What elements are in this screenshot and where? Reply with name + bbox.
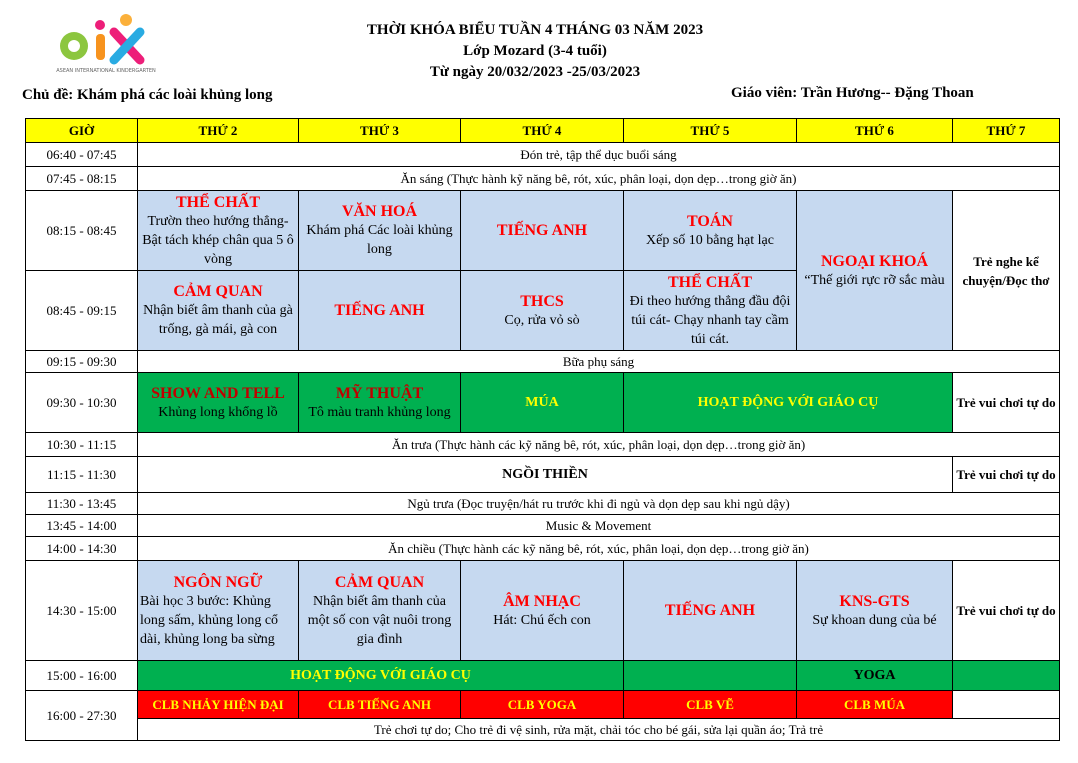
club-cell: CLB NHẢY HIỆN ĐẠI [138,691,299,719]
activity-cell: Ăn sáng (Thực hành kỹ năng bê, rót, xúc, phân loại, dọn dẹp…trong giờ ăn) [138,167,1060,191]
activity-cell: Đón trẻ, tập thể dục buổi sáng [138,143,1060,167]
lesson-cell [138,271,299,351]
lesson-title: NGÔN NGỮ [173,573,263,591]
lesson-title: KNS-GTS [839,592,910,610]
table-row [26,561,1060,661]
lesson-cell [299,561,461,661]
activity-detail: Khủng long khổng lồ [158,404,278,420]
time-cell: 15:00 - 16:00 [26,661,138,691]
activity-cell [953,661,1060,691]
logo-tagline: ASEAN INTERNATIONAL KINDERGARTEN [56,68,156,74]
lesson-cell [138,191,299,271]
club-cell: CLB YOGA [461,691,624,719]
col-header-monday: THỨ 2 [138,119,299,143]
time-cell: 14:00 - 14:30 [26,537,138,561]
table-row [26,719,1060,741]
lesson-detail: Xếp số 10 bằng hạt lạc [646,232,774,248]
school-logo [56,10,156,80]
time-cell: 10:30 - 11:15 [26,433,138,457]
activity-cell: Trẻ chơi tự do; Cho trẻ đi vệ sinh, rửa mặt, chải tóc cho bé gái, sửa lại quần áo; Trả trẻ [138,719,1060,741]
activity-detail: Tô màu tranh khủng long [308,404,451,420]
col-header-friday: THỨ 6 [797,119,953,143]
timetable-title: THỜI KHÓA BIỂU TUẦN 4 THÁNG 03 NĂM 2023 [366,22,704,38]
teacher-label: Giáo viên: Trần Hương-- Đặng Thoan [731,85,974,101]
saturday-cell: Trẻ nghe kể chuyện/Đọc thơ [953,191,1060,351]
lesson-title: TIẾNG ANH [496,222,588,239]
activity-cell: Ăn trưa (Thực hành các kỹ năng bê, rót, xúc, phân loại, dọn dẹp…trong giờ ăn) [138,433,1060,457]
time-cell: 08:45 - 09:15 [26,271,138,351]
table-row [26,515,1060,537]
table-row [26,351,1060,373]
lesson-title: NGOẠI KHOÁ [820,252,929,270]
activity-cell: HOẠT ĐỘNG VỚI GIÁO CỤ [138,661,624,691]
date-range: Từ ngày 20/032/2023 -25/03/2023 [429,64,641,80]
lesson-cell [461,561,624,661]
activity-cell [138,373,299,433]
lesson-detail: Cọ, rửa vỏ sò [504,312,580,328]
lesson-title: THỂ CHẤT [667,273,752,291]
class-name: Lớp Mozard (3-4 tuổi) [463,43,607,59]
table-row [26,537,1060,561]
club-cell: CLB TIẾNG ANH [299,691,461,719]
table-row [26,191,1060,271]
timetable [25,118,1060,741]
table-row [26,661,1060,691]
activity-cell: YOGA [797,661,953,691]
time-cell: 09:15 - 09:30 [26,351,138,373]
lesson-cell [461,191,624,271]
lesson-cell [299,191,461,271]
lesson-detail: Khám phá Các loài khủng long [306,223,453,257]
lesson-title: TIẾNG ANH [334,302,425,319]
time-cell: 11:15 - 11:30 [26,457,138,493]
lesson-detail: Nhận biết âm thanh của một số con vật nuôi trong gia đình [307,593,452,647]
time-cell: 08:15 - 08:45 [26,191,138,271]
activity-cell: NGỒI THIỀN [138,457,953,493]
club-cell [953,691,1060,719]
topic-label: Chủ đề: Khám phá các loài khủng long [22,87,273,103]
saturday-cell: Trẻ vui chơi tự do [953,561,1060,661]
col-header-time: GIỜ [26,119,138,143]
lesson-title: CẢM QUAN [173,283,263,300]
time-cell: 13:45 - 14:00 [26,515,138,537]
lesson-cell [797,561,953,661]
activity-cell [299,373,461,433]
activity-cell: MÚA [461,373,624,433]
lesson-title: VĂN HOÁ [341,203,418,220]
club-cell: CLB MÚA [797,691,953,719]
col-header-thursday: THỨ 5 [624,119,797,143]
table-row [26,691,1060,719]
time-cell: 11:30 - 13:45 [26,493,138,515]
lesson-detail: Hát: Chú ếch con [493,612,591,628]
lesson-title: THCS [520,292,564,310]
lesson-title: TIẾNG ANH [664,602,756,619]
col-header-wednesday: THỨ 4 [461,119,624,143]
activity-title: SHOW AND TELL [151,384,285,402]
activity-cell: Ngủ trưa (Đọc truyện/hát ru trước khi đi ngủ và dọn dẹp sau khi ngủ dậy) [138,493,1060,515]
lesson-cell [138,561,299,661]
saturday-cell: Trẻ vui chơi tự do [953,457,1060,493]
lesson-cell [624,191,797,271]
activity-cell: HOẠT ĐỘNG VỚI GIÁO CỤ [624,373,953,433]
lesson-detail: Sự khoan dung của bé [812,612,937,628]
col-header-tuesday: THỨ 3 [299,119,461,143]
lesson-cell [461,271,624,351]
table-row [26,493,1060,515]
header-row [26,119,1060,143]
lesson-title: THỂ CHẤT [175,193,260,211]
lesson-title: TOÁN [687,212,733,230]
lesson-detail: Nhận biết âm thanh của gà trống, gà mái, gà con [143,303,293,337]
activity-cell [624,661,797,691]
time-cell: 07:45 - 08:15 [26,167,138,191]
lesson-detail: “Thế giới rực rỡ sắc màu [804,272,945,288]
col-header-saturday: THỨ 7 [953,119,1060,143]
saturday-cell: Trẻ vui chơi tự do [953,373,1060,433]
club-cell: CLB VẼ [624,691,797,719]
time-cell: 14:30 - 15:00 [26,561,138,661]
table-row [26,143,1060,167]
lesson-cell [797,191,953,351]
lesson-title: ÂM NHẠC [503,592,581,610]
activity-cell: Ăn chiều (Thực hành các kỹ năng bê, rót, xúc, phân loại, dọn dẹp…trong giờ ăn) [138,537,1060,561]
activity-cell: Music & Movement [138,515,1060,537]
time-cell: 06:40 - 07:45 [26,143,138,167]
lesson-cell [624,561,797,661]
lesson-cell [299,271,461,351]
table-row [26,167,1060,191]
lesson-detail: Đi theo hướng thẳng đầu đội túi cát- Chạy nhanh tay cầm túi cát. [629,293,791,347]
table-row [26,373,1060,433]
lesson-detail: Bài học 3 bước: Khủng long sấm, khủng long cổ dài, khủng long ba sừng [140,593,279,647]
table-row [26,433,1060,457]
lesson-detail: Trườn theo hướng thẳng- Bật tách khép chân qua 5 ô vòng [142,213,294,267]
time-cell: 09:30 - 10:30 [26,373,138,433]
activity-cell: Bữa phụ sáng [138,351,1060,373]
activity-title: MỸ THUẬT [335,384,424,402]
lesson-title: CẢM QUAN [334,573,425,591]
table-row [26,457,1060,493]
time-cell: 16:00 - 27:30 [26,691,138,741]
lesson-cell [624,271,797,351]
